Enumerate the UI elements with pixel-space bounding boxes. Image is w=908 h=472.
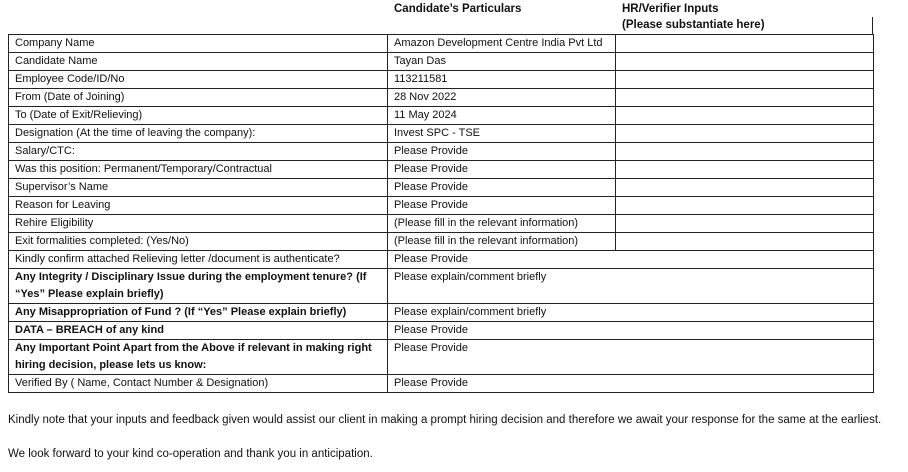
row-value: 28 Nov 2022 (388, 89, 616, 107)
row-label: Exit formalities completed: (Yes/No) (9, 233, 388, 251)
table-row (9, 233, 874, 251)
footer-note: Kindly note that your inputs and feedback given would assist our client in making a prompt hiring decision and therefore we await your response for the same at the earliest. (8, 414, 882, 426)
row-label: Company Name (9, 35, 388, 53)
verifier-input-cell[interactable] (616, 179, 874, 197)
table-row (9, 53, 874, 71)
row-label: Salary/CTC: (9, 143, 388, 161)
row-label: To (Date of Exit/Relieving) (9, 107, 388, 125)
verification-table (8, 34, 874, 393)
verifier-input-cell[interactable] (616, 71, 874, 89)
row-value: 113211581 (388, 71, 616, 89)
row-label: Candidate Name (9, 53, 388, 71)
verifier-input-cell[interactable] (616, 89, 874, 107)
table-row (9, 179, 874, 197)
row-value: Amazon Development Centre India Pvt Ltd (388, 35, 616, 53)
verifier-input-cell[interactable] (616, 197, 874, 215)
row-value: 11 May 2024 (388, 107, 616, 125)
table-row (9, 107, 874, 125)
row-label: Supervisor’s Name (9, 179, 388, 197)
row-label: Employee Code/ID/No (9, 71, 388, 89)
verifier-input-cell[interactable] (616, 215, 874, 233)
row-label: Designation (At the time of leaving the company): (9, 125, 388, 143)
table-row (9, 35, 874, 53)
verifier-input-cell[interactable] (616, 161, 874, 179)
verifier-input-cell[interactable] (616, 35, 874, 53)
verifier-input-cell[interactable] (616, 125, 874, 143)
row-value: Please explain/comment briefly (388, 269, 874, 304)
candidate-particulars-header: Candidate’s Particulars (394, 3, 522, 15)
row-value: (Please fill in the relevant information) (388, 233, 616, 251)
table-row (9, 340, 874, 375)
row-value: Please Provide (388, 179, 616, 197)
row-label: DATA – BREACH of any kind (9, 322, 388, 340)
verifier-inputs-subtitle: (Please substantiate here) (622, 19, 765, 31)
table-row (9, 269, 874, 304)
verifier-input-cell[interactable] (616, 53, 874, 71)
verifier-input-cell[interactable] (616, 143, 874, 161)
header-divider (872, 17, 873, 34)
table-row (9, 143, 874, 161)
row-value: Please Provide (388, 340, 874, 375)
row-value: Please explain/comment briefly (388, 304, 874, 322)
row-label: From (Date of Joining) (9, 89, 388, 107)
verifier-input-cell[interactable] (616, 107, 874, 125)
table-row (9, 375, 874, 393)
verifier-inputs-title: HR/Verifier Inputs (622, 3, 719, 15)
table-row (9, 251, 874, 269)
row-label: Was this position: Permanent/Temporary/Contractual (9, 161, 388, 179)
row-label: Kindly confirm attached Relieving letter /document is authenticate? (9, 251, 388, 269)
table-row (9, 161, 874, 179)
row-value: (Please fill in the relevant information) (388, 215, 616, 233)
row-label: Any Integrity / Disciplinary Issue during the employment tenure? (If “Yes” Please explain briefly) (9, 269, 388, 304)
footer-closing: We look forward to your kind co-operation and thank you in anticipation. (8, 448, 373, 460)
row-value: Please Provide (388, 197, 616, 215)
verifier-inputs-header (622, 1, 765, 33)
table-row (9, 89, 874, 107)
table-row (9, 215, 874, 233)
table-row (9, 71, 874, 89)
table-row (9, 322, 874, 340)
row-label: Reason for Leaving (9, 197, 388, 215)
row-value: Please Provide (388, 143, 616, 161)
table-row (9, 125, 874, 143)
row-value: Please Provide (388, 161, 616, 179)
row-value: Invest SPC - TSE (388, 125, 616, 143)
row-label: Any Misappropriation of Fund ? (If “Yes” Please explain briefly) (9, 304, 388, 322)
table-row (9, 304, 874, 322)
table-row (9, 197, 874, 215)
verifier-input-cell[interactable] (616, 233, 874, 251)
row-value: Please Provide (388, 322, 874, 340)
row-label: Verified By ( Name, Contact Number & Designation) (9, 375, 388, 393)
row-label: Rehire Eligibility (9, 215, 388, 233)
row-value: Tayan Das (388, 53, 616, 71)
row-label: Any Important Point Apart from the Above if relevant in making right hiring decision, please lets us know: (9, 340, 388, 375)
row-value: Please Provide (388, 375, 874, 393)
row-value: Please Provide (388, 251, 874, 269)
